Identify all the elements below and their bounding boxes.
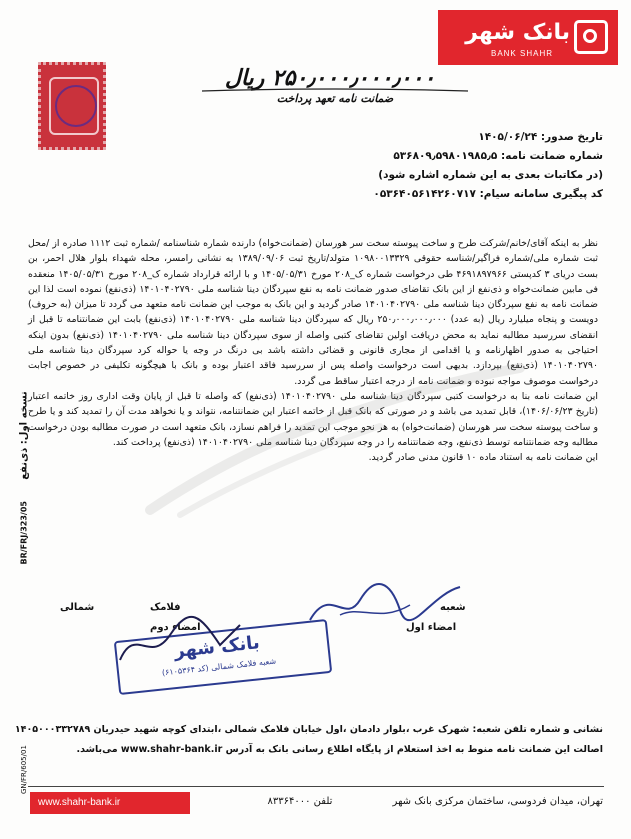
revenue-stamp [38,62,106,150]
stamp-bank-name: بانک شهر [173,632,261,663]
issue-date: تاریخ صدور: ۱۴۰۵/۰۶/۲۴ [478,131,603,143]
second-signature [110,605,250,675]
footer-address: تهران، میدان فردوسی، ساختمان مرکزی بانک شهر [392,796,603,807]
footer-website-link[interactable]: www.shahr-bank.ir [38,797,121,808]
guarantee-number: شماره ضمانت نامه: ۵۳۶۸۰۹٫۵۹۸۰۱۹۸۵٫۵ [393,150,603,162]
body-paragraph-extension: این ضمانت نامه بنا به درخواست کتبی سپردگان دینا شناسه ملی ۱۴۰۱۰۴۰۲۷۹۰ (ذی‌نفع) که واصله تا قبل از پایان وقت اداری روز خاتمه اعتبار (تاریخ ۱۴۰۶/۰۶/۲۳)، قابل تمدید می باشد و در صورتی که بانک قبل از خاتمه اعتبار این ضمانتنامه، نتواند و یا نخواهد مدت آن را تمدید کند و یا طرح و ساخت پیوسته سخت سر هورسان (ضمانت‌خواه) به هر نحو موجب این تمدید را فراهم نسازد، بانک متعهد است در صورت مطالبه بودن درخواست مطالبه وجه ضمانتنامه توسط ذی‌نفع، وجه ضمانتنامه را در وجه سپردگان دینا شناسه ملی ۱۴۰۱۰۴۰۲۷۹۰ (ذی‌نفع) پرداخت کند. [28,390,599,448]
branch-address-phone: نشانی و شماره تلفن شعبه: شهرک غرب ،بلوار دادمان ،اول خیابان فلامک شمالی ،ابتدای کوچه شهید حیدریان ۱۴۰۵۰۰۰۳۳۲۷۸۹ [14,724,603,735]
first-signature-label: امضاء اول [406,622,457,633]
sayam-tracking-code: کد پیگیری سامانه سیام: ۰۵۳۶۴۰۵۶۱۴۲۶۰۷۱۷ [373,188,603,200]
verification-notice: اصالت این ضمانت نامه منوط به اخذ استعلام از پایگاه اطلاع رسانی بانک به آدرس www.shahr-bank.ir می‌باشد. [76,744,603,755]
revenue-stamp-frame [49,77,99,135]
title-underline [200,86,470,94]
copy-label-text: نسخه اول: ذی‌نفع [18,391,30,480]
bank-name: بانک شهر [465,20,570,45]
bank-name-latin: BANK SHAHR [490,49,553,58]
reference-note: (در مکاتبات بعدی به این شماره اشاره شود) [378,169,603,181]
stamp-branch-line: شعبه فلامک شمالی (کد ۶۱۰۵۳۶۴) [161,656,277,678]
first-signature [300,575,470,635]
guarantee-body [28,236,598,465]
guarantee-type-title: ضمانت نامه تعهد پرداخت [276,92,394,105]
falamak-label: فلامک [150,602,181,613]
form-code-bottom-text: GN/FR/605/01 [20,745,28,794]
branch-label: شعبه [440,602,466,613]
cancellation-seal-icon [55,85,97,127]
footer-website-badge[interactable] [30,792,190,814]
form-code-text: BR/FRJ/323/05 [19,501,29,565]
footer-phone: تلفن ۸۳۳۶۴۰۰۰ [267,796,333,807]
bank-logo [438,10,618,65]
bank-emblem-icon [574,20,608,54]
body-paragraph-legal-basis: این ضمانت نامه به استناد ماده ۱۰ قانون مدنی صادر گردید. [368,452,598,464]
shomali-label: شمالی [60,602,95,613]
guarantee-amount-title: ۲۵۰٫۰۰۰٫۰۰۰٫۰۰۰ ریال [224,66,436,91]
footer-divider [28,786,604,787]
second-signature-label: امضاء دوم [150,622,201,633]
body-paragraph-terms: نظر به اینکه آقای/خانم/شرکت طرح و ساخت پیوسته سخت سر هورسان (ضمانت‌خواه) دارنده شماره شناسنامه /شماره ثبت ۱۱۱۲ صادره از /محل ثبت شماره ملی/شماره فراگیر/شناسه حقوقی ۱۰۹۸۰۰۱۳۳۲۹ متولد/تاریخ ثبت ۱۳۸۹/۰۹/۰۶ به نشانی رامسر، محله شهداء بلوار هلال احمر، بن بست دریای ۳ کدپستی ۴۶۹۱۸۹۷۹۶۶ طی درخواست شماره ک_۲۰۸ مورخ ۱۴۰۵/۰۵/۳۱ و با ارائه قرارداد شماره ک_۲۰۸ مورخ ۱۴۰۵/۰۵/۳۱ منعقده فی مابین ضمانت‌خواه و ذی‌نفع از این بانک تقاضای صدور ضمانت نامه به نفع سپردگان دینا شناسه ملی ۱۴۰۱۰۴۰۲۷۹۰ (ذی‌نفع) نموده است لذا این ضمانت نامه به نفع سپردگان دینا شناسه ملی ۱۴۰۱۰۴۰۲۷۹۰ صادر گردید و این بانک به موجب این ضمانت نامه متعهد می گردد تا میزان (به حروف) دویست و پنجاه میلیارد ریال (به عدد) ۲۵۰٫۰۰۰٫۰۰۰٫۰۰۰ ریال که سپردگان دینا شناسه ملی ۱۴۰۱۰۴۰۲۷۹۰ (ذی‌نفع) بابت این ضمانتنامه تا قبل از انقضای سررسید مطالبه نماید به محض دریافت اولین تقاضای کتبی واصله از سوی سپردگان دینا شناسه ملی ۱۴۰۱۰۴۰۲۷۹۰ (ذی‌نفع) بدون اینکه احتیاجی به صدور اظهارنامه و یا اقدامی از مجاری قانونی و قضائی داشته باشد بی درنگ در وجه یا حواله کرد سپردگان دینا شناسه ملی ۱۴۰۱۰۴۰۲۷۹۰ (ذی‌نفع) بپردازد. بدیهی است درخواست واصله پس از سررسید فاقد اعتبار بوده و بانک با هیچگونه تکلیفی در خصوص اجابت درخواست موصوف مواجه نبوده و ضمانت نامه از درجه اعتبار ساقط می گردد. [28,238,599,387]
form-code [14,470,34,570]
